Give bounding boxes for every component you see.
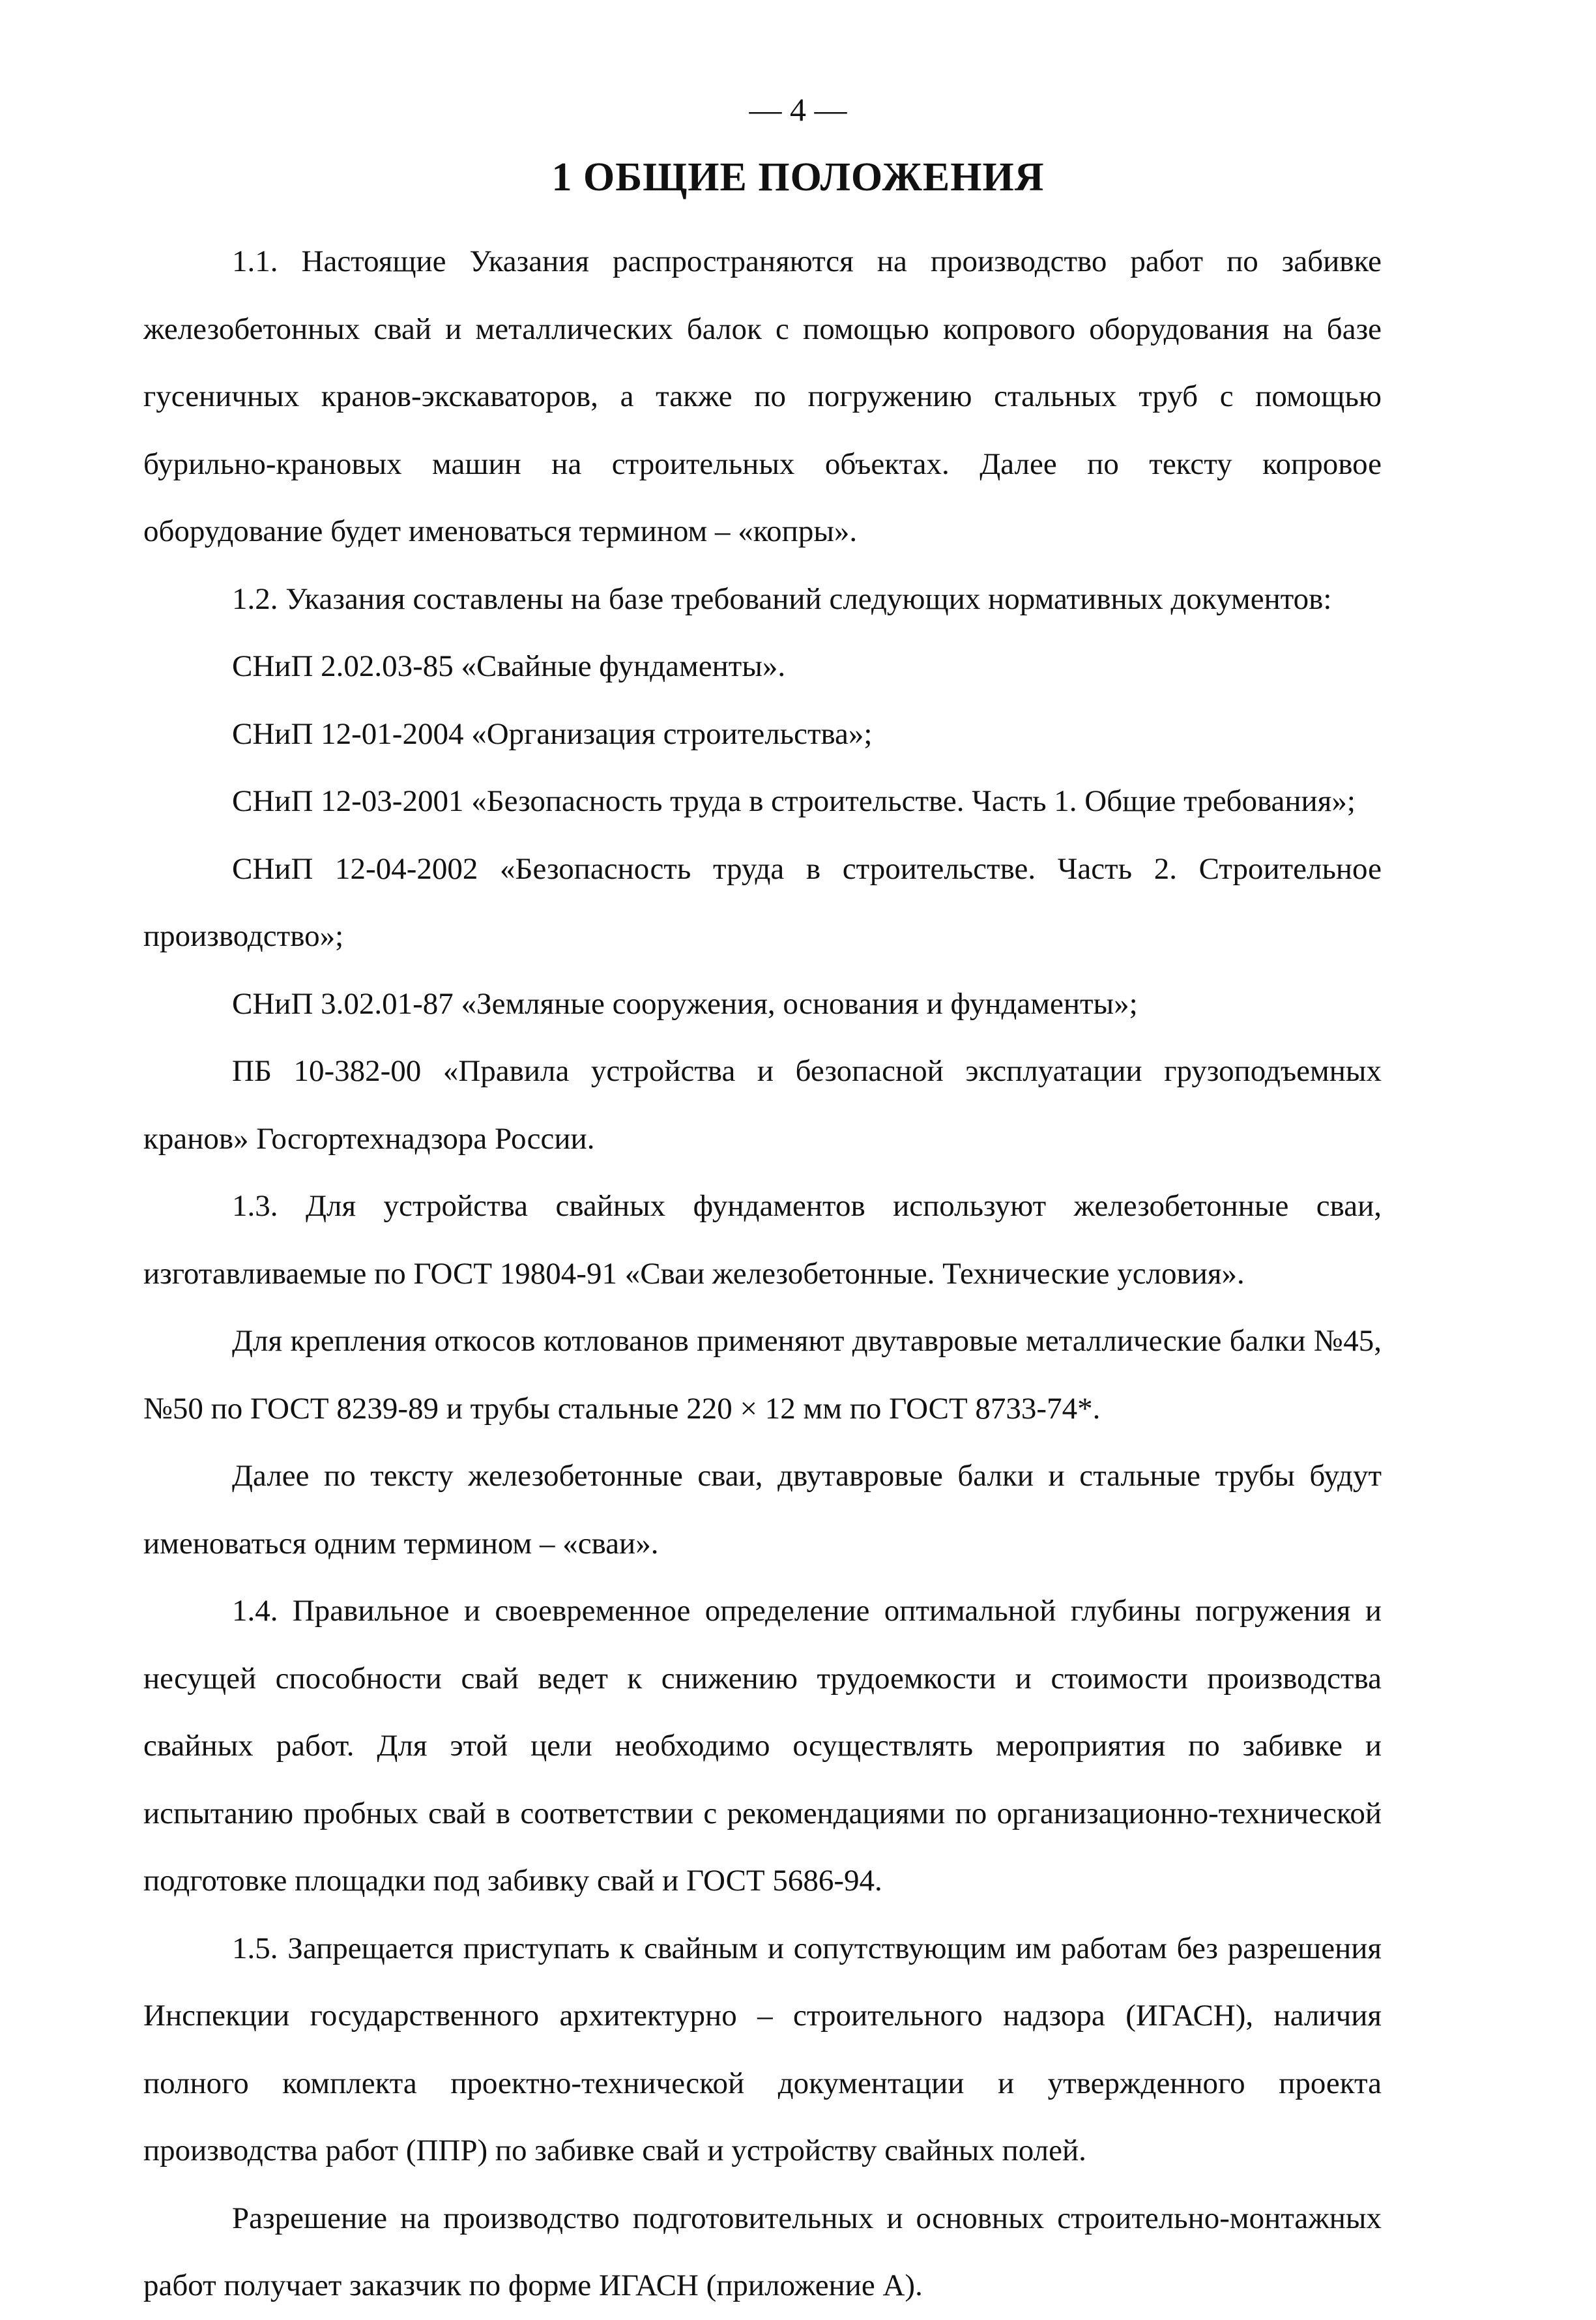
paragraph-beams-pipes: Для крепления откосов котлованов применяют двутавровые металлические балки №45, №50 по ГОСТ 8239-89 и трубы стальные 220 × 12 мм по ГОСТ 8733-74*. xyxy=(143,1324,1382,1426)
paragraph-1-5: 1.5. Запрещается приступать к свайным и сопутствующим им работам без разрешения Инспекции государственного архитектурно – строительного надзора (ИГАСН), наличия полного комплекта проектно-технической документации и утвержденного проекта производства работ (ППР) по забивке свай и устройству свайных полей. xyxy=(143,1931,1382,2167)
paragraph-piles-term: Далее по тексту железобетонные сваи, двутавровые балки и стальные трубы будут именоваться одним термином – «сваи». xyxy=(143,1459,1382,1561)
paragraph-1-2: 1.2. Указания составлены на базе требований следующих нормативных документов: xyxy=(232,581,1332,616)
reference-snip-12-01-2004: СНиП 12-01-2004 «Организация строительства»; xyxy=(232,716,873,751)
section-title: 1 ОБЩИЕ ПОЛОЖЕНИЯ xyxy=(551,155,1045,199)
reference-pb-10-382-00: ПБ 10-382-00 «Правила устройства и безопасной эксплуатации грузоподъемных кранов» Госгортехнадзора России. xyxy=(143,1054,1382,1156)
reference-snip-12-03-2001: СНиП 12-03-2001 «Безопасность труда в строительстве. Часть 1. Общие требования»; xyxy=(232,784,1356,818)
document-body xyxy=(143,228,1382,2320)
reference-snip-2-02-03-85: СНиП 2.02.03-85 «Свайные фундаменты». xyxy=(232,649,786,683)
paragraph-1-4: 1.4. Правильное и своевременное определение оптимальной глубины погружения и несущей способности свай ведет к снижению трудоемкости и стоимости производства свайных работ. Для этой цели необходимо осуществлять мероприятия по забивке и испытанию пробных свай в соответствии с рекомендациями по организационно-технической подготовке площадки под забивку свай и ГОСТ 5686-94. xyxy=(143,1594,1382,1898)
paragraph-permit: Разрешение на производство подготовительных и основных строительно-монтажных работ получает заказчик по форме ИГАСН (приложение А). xyxy=(143,2201,1382,2302)
reference-snip-3-02-01-87: СНиП 3.02.01-87 «Земляные сооружения, основания и фундаменты»; xyxy=(232,986,1138,1021)
reference-snip-12-04-2002: СНиП 12-04-2002 «Безопасность труда в строительстве. Часть 2. Строительное производство»; xyxy=(143,851,1382,953)
paragraph-1-3: 1.3. Для устройства свайных фундаментов используют железобетонные сваи, изготавливаемые по ГОСТ 19804-91 «Сваи железобетонные. Технические условия». xyxy=(143,1189,1382,1291)
page-number: — 4 — xyxy=(749,91,847,128)
paragraph-1-1: 1.1. Настоящие Указания распространяются на производство работ по забивке железобетонных свай и металлических балок с помощью копрового оборудования на базе гусеничных кранов-экскаваторов, а также по погружению стальных труб с помощью бурильно-крановых машин на строительных объектах. Далее по тексту копровое оборудование будет именоваться термином – «копры». xyxy=(143,244,1382,548)
